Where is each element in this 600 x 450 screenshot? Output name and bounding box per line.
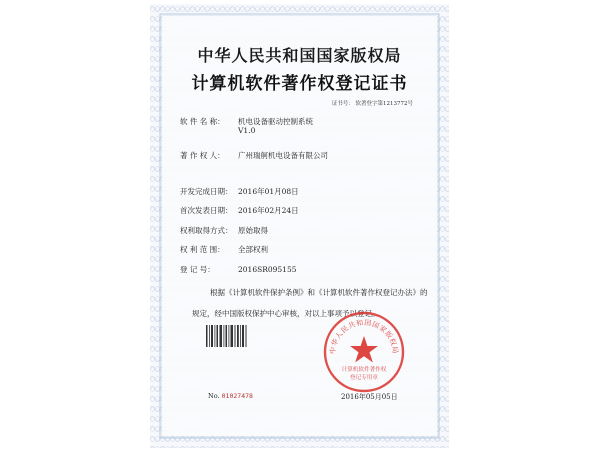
issuer-title: 中华人民共和国国家版权局 [197, 46, 402, 65]
field-value: 原始取得 [238, 226, 268, 235]
certificate [150, 4, 449, 448]
field-value: 广州瑞舸机电设备有限公司 [238, 151, 328, 160]
field-rights-scope [180, 244, 268, 255]
field-copyright-owner [180, 150, 328, 161]
field-label: 软 件 名 称： [180, 117, 225, 126]
official-seal-icon [322, 310, 406, 394]
certificate-number: 证书号： 软著登字第1213772号 [331, 101, 413, 107]
field-label: 著 作 权 人： [180, 151, 225, 160]
field-value: 全部权利 [238, 245, 268, 254]
field-value: 机电设备驱动控制系统 [238, 117, 313, 126]
field-label: 权利取得方式： [180, 226, 233, 235]
field-label: 首次发表日期： [180, 206, 233, 215]
seal-arc-text: 中华人民共和国国家版权局 [328, 318, 400, 355]
field-value: 2016年02月24日 [238, 206, 299, 215]
field-acquisition-method [180, 225, 268, 236]
field-completion-date [180, 186, 299, 197]
field-label: 开发完成日期： [180, 187, 233, 196]
field-label: 登 记 号： [180, 265, 215, 274]
certificate-title: 计算机软件著作权登记证书 [191, 74, 408, 94]
serial-number [208, 392, 253, 400]
statement-line-1: 根据《计算机软件保护条例》和《计算机软件著作权登记办法》的 [210, 288, 428, 297]
seal-inner-line-1: 计算机软件著作权 [341, 367, 387, 373]
field-value: 2016SR095155 [238, 265, 297, 274]
field-publish-date [180, 205, 299, 216]
field-value: 2016年01月08日 [238, 187, 299, 196]
barcode-icon [206, 325, 248, 347]
issue-date: 2016年05月05日 [341, 393, 398, 401]
field-registration-number [180, 264, 297, 275]
seal-inner-line-2: 登记专用章 [350, 375, 378, 381]
serial-label: No. [208, 392, 220, 400]
statement-line-2: 规定，经中国版权保护中心审核，对以上事项予以登记。 [192, 309, 380, 318]
serial-value: 01027478 [221, 392, 253, 400]
field-label: 权 利 范 围： [180, 245, 225, 254]
field-software-version: V1.0 [238, 126, 256, 135]
